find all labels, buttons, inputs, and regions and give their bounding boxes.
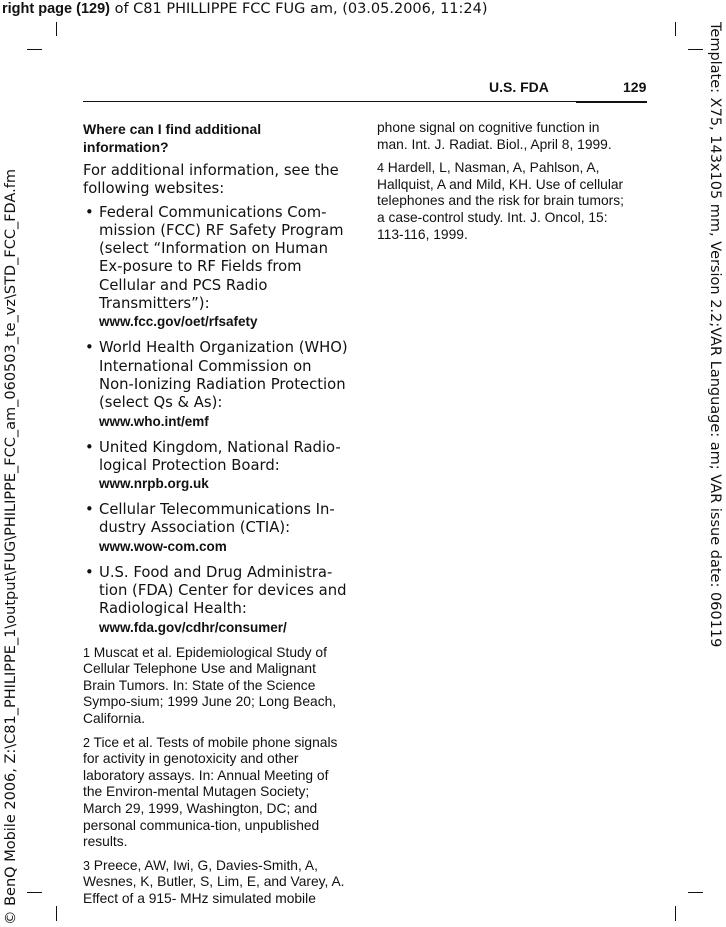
- list-item: [83, 339, 350, 430]
- crop-mark: [56, 906, 57, 921]
- intro-paragraph: For additional information, see the following websites:: [83, 162, 339, 198]
- print-header-line: [2, 0, 488, 18]
- page-number: 129: [623, 79, 647, 95]
- list-item: [83, 564, 350, 637]
- footnote: [83, 858, 350, 908]
- website-url: www.wow-com.com: [99, 538, 227, 554]
- website-url: www.nrpb.org.uk: [99, 476, 209, 492]
- crop-mark: [27, 49, 42, 50]
- website-url: www.who.int/emf: [99, 413, 209, 429]
- crop-mark: [688, 892, 703, 893]
- header-rule: [83, 101, 647, 102]
- website-url: www.fda.gov/cdhr/consumer/: [99, 619, 287, 635]
- left-column: [83, 120, 350, 915]
- crop-mark: [27, 892, 42, 893]
- crop-mark: [56, 22, 57, 36]
- header-rule-tab: [576, 101, 647, 103]
- list-item-text: United Kingdom, National Radio-logical Protection Board:: [99, 438, 341, 474]
- footnote-text: Preece, AW, Iwi, G, Davies-Smith, A, Wesnes, K, Butler, S, Lim, E, and Varey, A. Effect of a 915- MHz simulated mobile: [83, 857, 345, 906]
- footnote: [83, 645, 350, 728]
- website-list: [83, 204, 350, 637]
- bullet-icon: •: [85, 438, 94, 456]
- crop-mark: [675, 906, 676, 921]
- bullet-icon: •: [85, 501, 94, 519]
- right-column: [377, 120, 632, 250]
- list-item-text: World Health Organization (WHO) International Commission on Non-Ionizing Radiation Protection (select Qs & As):: [99, 339, 348, 412]
- section-heading: Where can I find additional information?: [83, 121, 262, 155]
- print-doc-info: of C81 PHILLIPPE FCC FUG am, (03.05.2006, 11:24): [109, 1, 488, 17]
- footnote-number: 1: [83, 645, 90, 660]
- template-info-vertical: Template: X75, 143x105 mm, Version 2.2;VAR Language: am; VAR issue date: 060119: [707, 22, 723, 648]
- list-item: [83, 439, 350, 494]
- footnote-text: Tice et al. Tests of mobile phone signals for activity in genotoxicity and other laboratory assays. In: Annual Meeting of the Environ-mental Mutagen Society; March 29, 1999, Washington, DC; and personal communica-tion, unpublished results.: [83, 734, 338, 850]
- print-page-label: right page (129): [2, 1, 110, 17]
- footnote: [83, 735, 350, 851]
- footnote-number: 2: [83, 735, 90, 750]
- footnote-text: Muscat et al. Epidemiological Study of Cellular Telephone Use and Malignant Brain Tumors. In: State of the Science Sympo-sium; 1999 June 20; Long Beach, California.: [83, 644, 337, 727]
- footnote-text: Hardell, L, Nasman, A, Pahlson, A, Hallquist, A and Mild, KH. Use of cellular telephones and the risk for brain tumors; a case-control study. Int. J. Oncol, 15: 113-116, 1999.: [377, 160, 624, 242]
- website-url: www.fcc.gov/oet/rfsafety: [99, 314, 258, 330]
- footnote-continuation: phone signal on cognitive function in man. Int. J. Radiat. Biol., April 8, 1999.: [377, 120, 612, 152]
- footnote-number: 4: [377, 161, 384, 176]
- bullet-icon: •: [85, 203, 94, 221]
- running-header-title: U.S. FDA: [489, 79, 549, 95]
- footnote-number: 3: [83, 858, 90, 873]
- list-item-text: U.S. Food and Drug Administra-tion (FDA) Center for devices and Radiological Health:: [99, 563, 347, 618]
- crop-mark: [688, 49, 703, 50]
- bullet-icon: •: [85, 563, 94, 581]
- list-item: [83, 204, 350, 332]
- bullet-icon: •: [85, 339, 94, 357]
- list-item-text: Cellular Telecommunications In-dustry Association (CTIA):: [99, 501, 335, 537]
- list-item: [83, 501, 350, 556]
- list-item-text: Federal Communications Com-mission (FCC) RF Safety Program (select “Information on Human Ex-posure to RF Fields from Cellular and PCS Radio Transmitters”):: [99, 203, 344, 313]
- footnote: [377, 160, 632, 243]
- copyright-path-vertical: © BenQ Mobile 2006, Z:\C81_PHILIPPE_1\output\FUG\PHILIPPE_FCC_am_060503_te_vz\STD_FCC_FDA.fm: [3, 169, 19, 925]
- crop-mark: [675, 22, 676, 36]
